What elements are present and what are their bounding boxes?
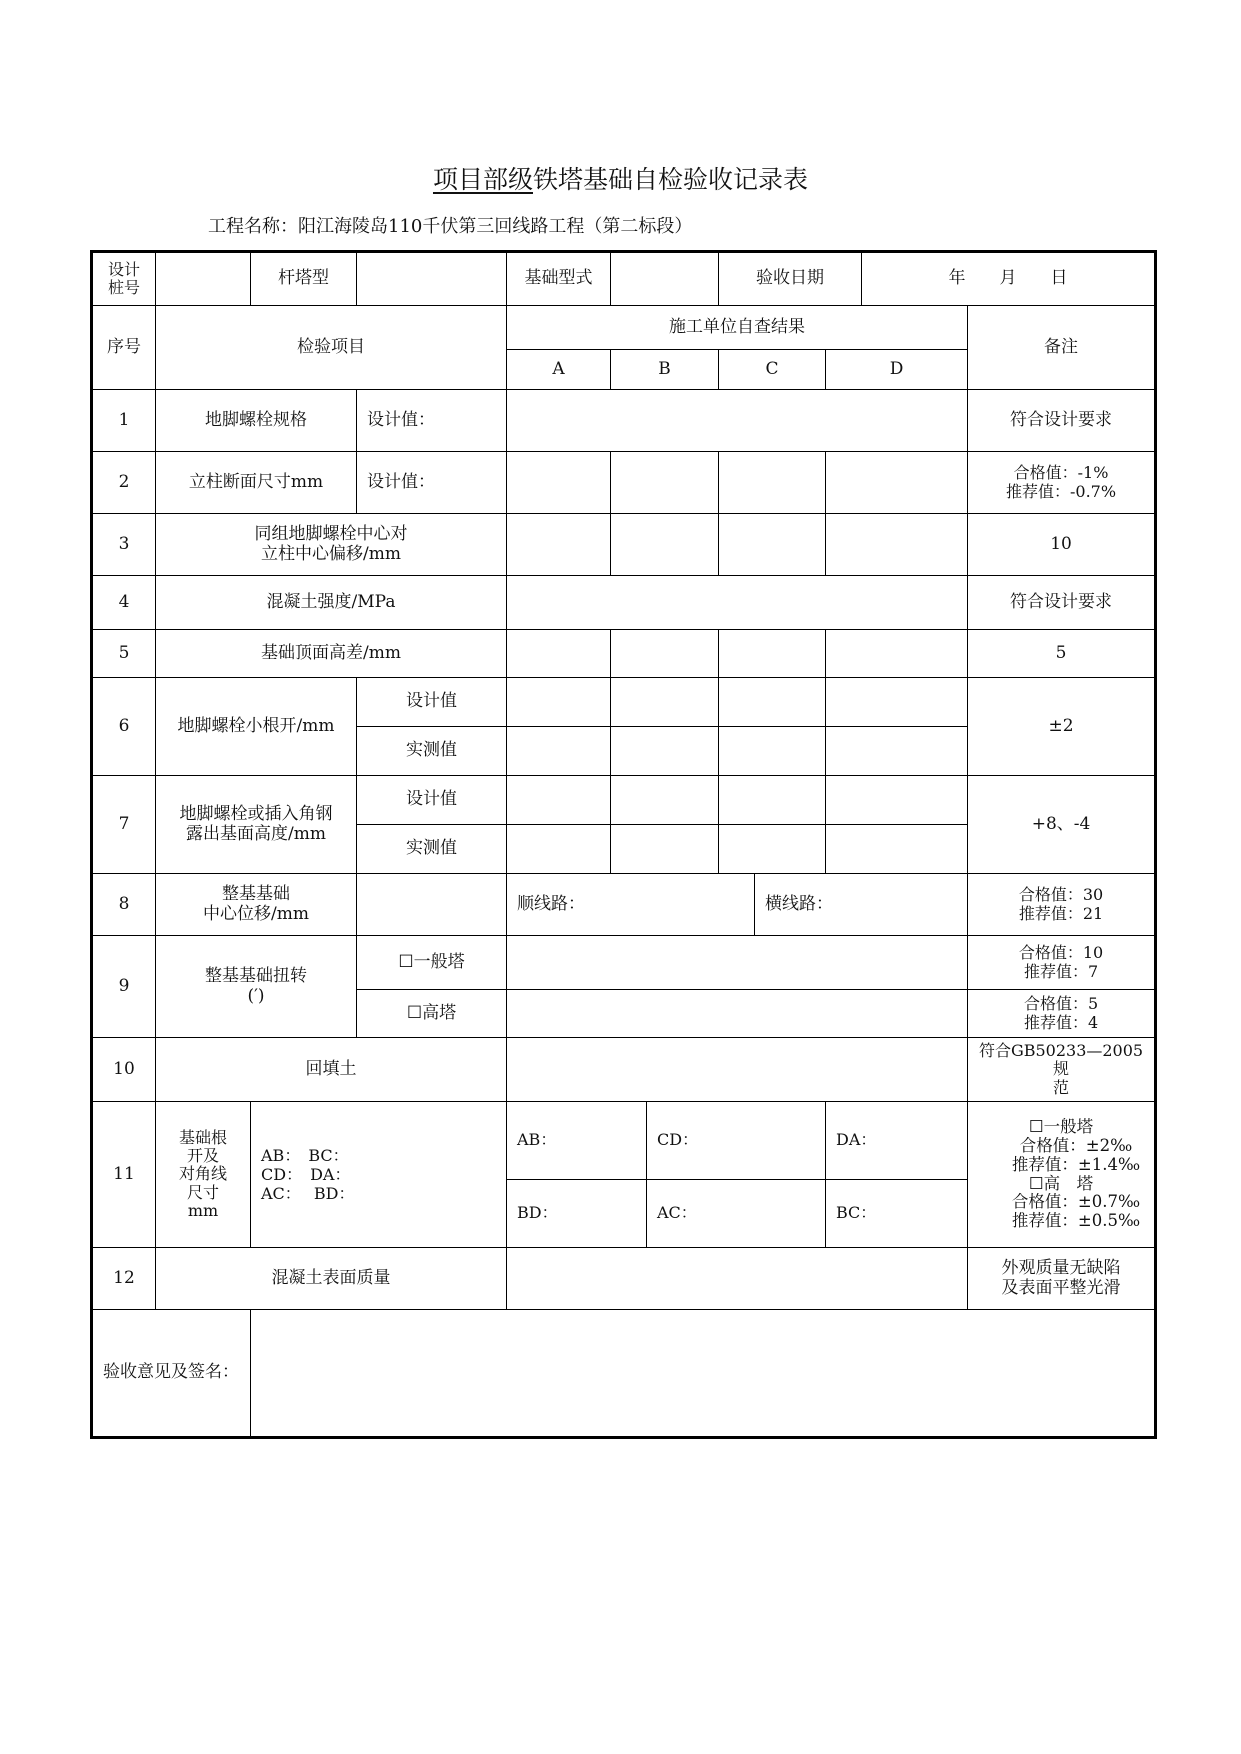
form-title — [0, 160, 1241, 196]
row-6-measured-b[interactable] — [611, 727, 719, 776]
signoff-label: 验收意见及签名： — [92, 1310, 251, 1438]
row-1-remark: 符合设计要求 — [968, 390, 1156, 452]
row-4-remark: 符合设计要求 — [968, 576, 1156, 630]
row-1-no: 1 — [92, 390, 156, 452]
row-11-bd[interactable]: BD： — [507, 1180, 647, 1248]
row-6-measured-label: 实测值 — [357, 727, 507, 776]
row-9-item: 整基基础扭转 (′) — [156, 936, 357, 1038]
title-underlined: 项目部级 — [432, 165, 533, 194]
row-7-design-c[interactable] — [719, 776, 826, 825]
row-9-high-tower-checkbox[interactable]: ☐高塔 — [357, 990, 507, 1038]
row-2-c[interactable] — [719, 452, 826, 514]
row-5-item: 基础顶面高差/mm — [156, 630, 507, 678]
foundation-type-label: 基础型式 — [507, 252, 611, 306]
inspection-table — [90, 250, 1157, 1439]
row-5-remark: 5 — [968, 630, 1156, 678]
row-6-measured-c[interactable] — [719, 727, 826, 776]
row-11-cd[interactable]: CD： — [647, 1102, 826, 1180]
row-5-b[interactable] — [611, 630, 719, 678]
row-8-no: 8 — [92, 874, 156, 936]
row-2-d[interactable] — [826, 452, 968, 514]
row-6-remark: ±2 — [968, 678, 1156, 776]
row-5-c[interactable] — [719, 630, 826, 678]
leg-c-header: C — [719, 350, 826, 390]
row-12-item: 混凝土表面质量 — [156, 1248, 507, 1310]
row-9-general-tower-checkbox[interactable]: ☐一般塔 — [357, 936, 507, 990]
row-7-remark: +8、-4 — [968, 776, 1156, 874]
row-12-no: 12 — [92, 1248, 156, 1310]
row-1-design-value[interactable]: 设计值： — [357, 390, 507, 452]
row-11-da[interactable]: DA： — [826, 1102, 968, 1180]
row-2-b[interactable] — [611, 452, 719, 514]
row-7-design-d[interactable] — [826, 776, 968, 825]
row-3-b[interactable] — [611, 514, 719, 576]
row-10-remark: 符合GB50233—2005规 范 — [968, 1038, 1156, 1102]
row-4-item: 混凝土强度/MPa — [156, 576, 507, 630]
row-8-along-line[interactable]: 顺线路： — [507, 874, 755, 936]
row-3-d[interactable] — [826, 514, 968, 576]
row-7-design-label: 设计值 — [357, 776, 507, 825]
row-7-measured-a[interactable] — [507, 825, 611, 874]
leg-b-header: B — [611, 350, 719, 390]
row-2-no: 2 — [92, 452, 156, 514]
row-9-general-remark: 合格值：10 推荐值：7 — [968, 936, 1156, 990]
row-6-design-b[interactable] — [611, 678, 719, 727]
row-2-a[interactable] — [507, 452, 611, 514]
project-name: 工程名称：阳江海陵岛110千伏第三回线路工程（第二标段） — [208, 216, 693, 237]
row-11-no: 11 — [92, 1102, 156, 1248]
row-9-no: 9 — [92, 936, 156, 1038]
design-pile-value[interactable] — [156, 252, 251, 306]
row-6-no: 6 — [92, 678, 156, 776]
tower-type-value[interactable] — [357, 252, 507, 306]
row-6-design-c[interactable] — [719, 678, 826, 727]
row-11-item: 基础根 开及 对角线 尺寸 mm — [156, 1102, 251, 1248]
self-check-header: 施工单位自查结果 — [507, 306, 968, 350]
row-9-high-remark: 合格值：5 推荐值：4 — [968, 990, 1156, 1038]
row-6-design-label: 设计值 — [357, 678, 507, 727]
row-10-item: 回填土 — [156, 1038, 507, 1102]
row-11-high-tower-checkbox[interactable]: ☐高 塔 — [1028, 1173, 1094, 1193]
row-8-design-value[interactable] — [357, 874, 507, 936]
row-5-no: 5 — [92, 630, 156, 678]
row-7-no: 7 — [92, 776, 156, 874]
acceptance-date-label: 验收日期 — [719, 252, 862, 306]
row-6-design-a[interactable] — [507, 678, 611, 727]
tower-type-label: 杆塔型 — [251, 252, 357, 306]
leg-d-header: D — [826, 350, 968, 390]
row-2-design-value[interactable]: 设计值： — [357, 452, 507, 514]
row-2-item: 立柱断面尺寸mm — [156, 452, 357, 514]
row-7-measured-label: 实测值 — [357, 825, 507, 874]
seq-header: 序号 — [92, 306, 156, 390]
row-11-ac[interactable]: AC： — [647, 1180, 826, 1248]
row-12-result[interactable] — [507, 1248, 968, 1310]
row-3-item: 同组地脚螺栓中心对 立柱中心偏移/mm — [156, 514, 507, 576]
row-7-design-a[interactable] — [507, 776, 611, 825]
row-8-item: 整基基础 中心位移/mm — [156, 874, 357, 936]
row-6-item: 地脚螺栓小根开/mm — [156, 678, 357, 776]
row-10-result[interactable] — [507, 1038, 968, 1102]
row-10-no: 10 — [92, 1038, 156, 1102]
row-7-measured-b[interactable] — [611, 825, 719, 874]
row-2-remark: 合格值：-1% 推荐值：-0.7% — [968, 452, 1156, 514]
foundation-type-value[interactable] — [611, 252, 719, 306]
row-11-general-tower-checkbox[interactable]: ☐一般塔 — [1028, 1116, 1094, 1136]
row-5-d[interactable] — [826, 630, 968, 678]
row-12-remark: 外观质量无缺陷 及表面平整光滑 — [968, 1248, 1156, 1310]
design-pile-label: 设计 桩号 — [92, 252, 156, 306]
row-3-c[interactable] — [719, 514, 826, 576]
row-7-design-b[interactable] — [611, 776, 719, 825]
row-7-measured-d[interactable] — [826, 825, 968, 874]
row-5-a[interactable] — [507, 630, 611, 678]
row-11-bc[interactable]: BC： — [826, 1180, 968, 1248]
row-4-result[interactable] — [507, 576, 968, 630]
leg-a-header: A — [507, 350, 611, 390]
row-9-general-result[interactable] — [507, 936, 968, 990]
row-11-remark — [968, 1102, 1156, 1248]
row-7-measured-c[interactable] — [719, 825, 826, 874]
row-8-remark: 合格值：30 推荐值：21 — [968, 874, 1156, 936]
row-11-design-values[interactable]: AB： BC： CD： DA： AC： BD： — [251, 1102, 507, 1248]
row-11-general-pass: 合格值：±2‰ — [1019, 1135, 1133, 1155]
title-rest: 铁塔基础自检验收记录表 — [533, 165, 809, 194]
remark-header: 备注 — [968, 306, 1156, 390]
row-6-design-d[interactable] — [826, 678, 968, 727]
row-6-measured-a[interactable] — [507, 727, 611, 776]
row-11-high-rec: 推荐值：±0.5‰ — [1011, 1211, 1141, 1231]
row-3-a[interactable] — [507, 514, 611, 576]
row-1-result[interactable] — [507, 390, 968, 452]
row-7-item: 地脚螺栓或插入角钢 露出基面高度/mm — [156, 776, 357, 874]
row-11-ab[interactable]: AB： — [507, 1102, 647, 1180]
acceptance-date-value[interactable]: 年 月 日 — [862, 252, 1156, 306]
row-3-remark: 10 — [968, 514, 1156, 576]
row-4-no: 4 — [92, 576, 156, 630]
row-11-high-pass: 合格值：±0.7‰ — [1011, 1192, 1141, 1212]
signoff-area[interactable] — [251, 1310, 1156, 1438]
row-9-high-result[interactable] — [507, 990, 968, 1038]
row-11-general-rec: 推荐值：±1.4‰ — [1011, 1154, 1141, 1174]
item-header: 检验项目 — [156, 306, 507, 390]
row-3-no: 3 — [92, 514, 156, 576]
row-8-across-line[interactable]: 横线路： — [755, 874, 968, 936]
row-6-measured-d[interactable] — [826, 727, 968, 776]
row-1-item: 地脚螺栓规格 — [156, 390, 357, 452]
